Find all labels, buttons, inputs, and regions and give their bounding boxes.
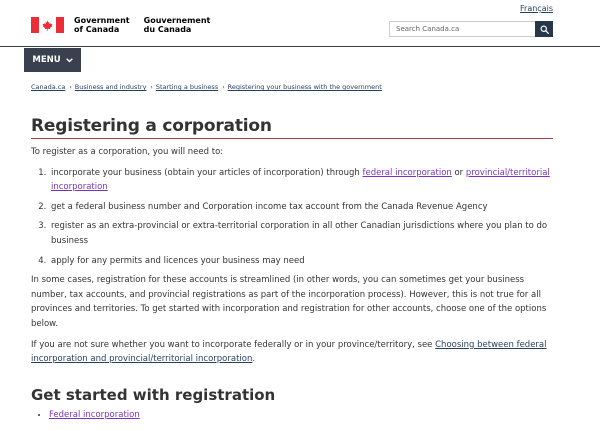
site-search bbox=[389, 21, 553, 37]
registration-options-list bbox=[49, 410, 140, 420]
search-button[interactable] bbox=[535, 21, 553, 37]
page-title: Registering a corporation bbox=[31, 116, 272, 136]
header-divider bbox=[0, 46, 600, 47]
government-of-canada-logo[interactable] bbox=[31, 16, 224, 34]
chevron-right-icon: › bbox=[222, 83, 225, 91]
language-toggle-link[interactable]: Français bbox=[520, 4, 553, 13]
title-underline bbox=[31, 138, 553, 139]
main-content bbox=[31, 145, 556, 373]
canada-flag-icon bbox=[31, 17, 64, 33]
streamlined-paragraph: In some cases, registration for these accounts is streamlined (in other words, you can sometimes get your business number, tax accounts, and provincial registrations as part of the incorporation process). However, this is not true for all provinces and territories. To get started with incorporation and registration for other accounts, choose one of the options below. bbox=[31, 275, 547, 329]
wordmark-french: Gouvernement du Canada bbox=[143, 16, 211, 34]
list-item: 2. get a federal business number and Corporation income tax account from the Canada Revenue Agency bbox=[49, 200, 556, 215]
menu-label: MENU bbox=[32, 55, 61, 65]
chevron-right-icon: › bbox=[150, 83, 153, 91]
menu-button[interactable] bbox=[24, 48, 81, 72]
steps-list bbox=[49, 166, 556, 269]
list-item: 3. register as an extra-provincial or extra-territorial corporation in all other Canadian jurisdictions where you plan to do business bbox=[49, 219, 556, 248]
list-item: 1. incorporate your business (obtain your articles of incorporation) through federal incorporation or provincial/territorial incorporation bbox=[49, 166, 556, 195]
breadcrumb-link-registering-business[interactable]: Registering your business with the government bbox=[227, 83, 382, 91]
intro-text: To register as a corporation, you will need to: bbox=[31, 147, 224, 157]
list-item bbox=[49, 410, 140, 420]
maple-leaf-icon bbox=[42, 20, 53, 31]
federal-incorporation-option-link[interactable]: Federal incorporation bbox=[49, 410, 140, 420]
chevron-right-icon: › bbox=[69, 83, 72, 91]
breadcrumb-link-starting-business[interactable]: Starting a business bbox=[155, 83, 219, 91]
search-input[interactable]: Search Canada.ca bbox=[389, 21, 535, 37]
breadcrumb bbox=[31, 83, 382, 91]
wordmark-english: Government of Canada bbox=[74, 16, 130, 34]
federal-incorporation-link[interactable]: federal incorporation bbox=[362, 167, 452, 178]
search-icon bbox=[540, 25, 549, 34]
wordmark bbox=[74, 16, 224, 34]
choosing-incorporation-link[interactable]: Choosing between federal incorporation and provincial/territorial incorporation bbox=[31, 339, 547, 365]
unsure-paragraph: If you are not sure whether you want to incorporate federally or in your province/territory, see Choosing between federal incorporation and provincial/territorial incorporation. bbox=[31, 339, 547, 365]
section-title: Get started with registration bbox=[31, 386, 276, 404]
chevron-down-icon bbox=[66, 58, 73, 63]
breadcrumb-link-business-industry[interactable]: Business and industry bbox=[74, 83, 147, 91]
list-item: 4. apply for any permits and licences your business may need bbox=[49, 254, 556, 269]
breadcrumb-link-canada[interactable]: Canada.ca bbox=[31, 83, 66, 91]
provincial-incorporation-link[interactable]: provincial/territorial incorporation bbox=[51, 167, 550, 193]
